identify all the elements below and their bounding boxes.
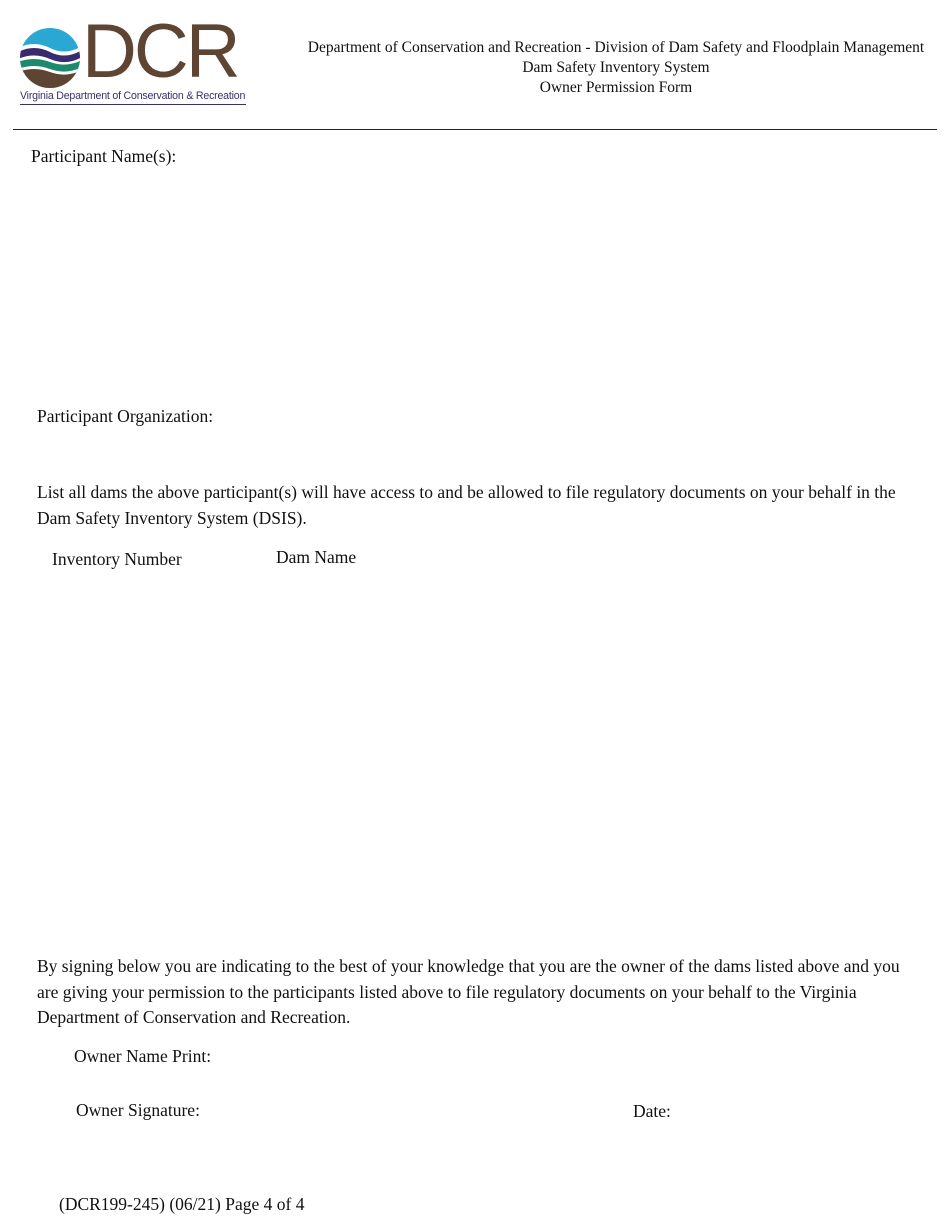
consent-text: By signing below you are indicating to the best of your knowledge that you are the owner of the dams listed above and you are giving your permission to the participants listed above to file regulatory documents on your behalf to the Virginia Department of Conservation and Recreation. [37, 956, 900, 1027]
inventory-number-header: Inventory Number [52, 549, 182, 569]
footer-form-id: (DCR199-245) (06/21) Page 4 of 4 [59, 1194, 305, 1214]
participant-names-label: Participant Name(s): [31, 146, 177, 166]
dam-name-header: Dam Name [276, 547, 357, 567]
header-form-title: Owner Permission Form [539, 79, 693, 96]
dcr-emblem-icon [18, 26, 82, 90]
participant-org-label: Participant Organization: [37, 406, 214, 426]
owner-signature-label: Owner Signature: [76, 1100, 200, 1120]
header-system: Dam Safety Inventory System [522, 59, 710, 76]
dcr-tagline: Virginia Department of Conservation & Recreation [20, 90, 246, 105]
header-divider [13, 129, 937, 130]
owner-name-label: Owner Name Print: [74, 1046, 212, 1066]
dcr-wordmark: DCR [82, 9, 238, 94]
date-label: Date: [633, 1101, 671, 1121]
dams-instruction: List all dams the above participant(s) will have access to and be allowed to file regulatory documents on your behalf in the Dam Safety Inventory System (DSIS). [37, 482, 896, 528]
dcr-logo [18, 9, 248, 110]
header-department: Department of Conservation and Recreation - Division of Dam Safety and Floodplain Management [307, 39, 925, 56]
